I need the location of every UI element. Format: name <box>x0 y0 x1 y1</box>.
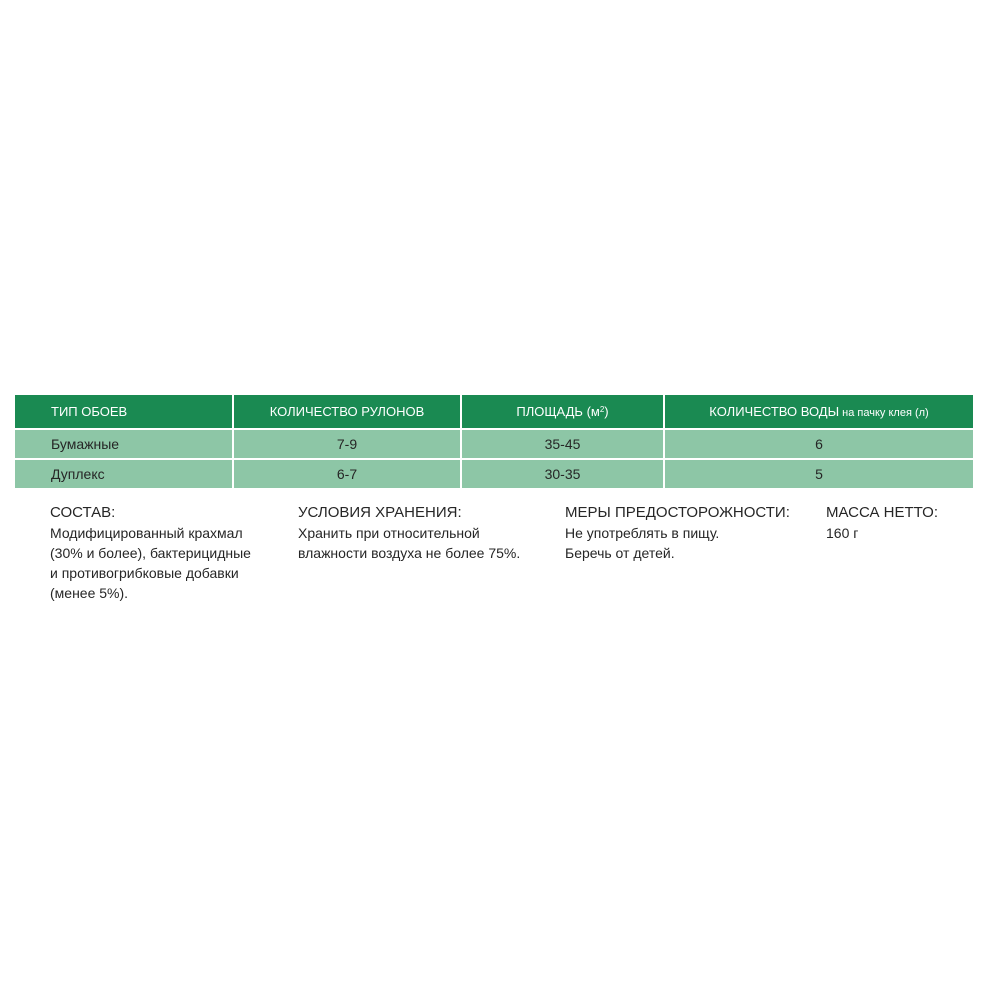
storage-conditions-line: Хранить при относительной <box>298 525 480 541</box>
header-wallpaper-type: ТИП ОБОЕВ <box>15 395 233 429</box>
wallpaper-consumption-table <box>15 395 973 488</box>
precautions-line: Не употреблять в пищу. <box>565 525 720 541</box>
header-area <box>461 395 664 429</box>
composition-block <box>50 503 251 603</box>
header-water-amount <box>664 395 973 429</box>
header-water-label: КОЛИЧЕСТВО ВОДЫ <box>709 404 840 419</box>
precautions-title: МЕРЫ ПРЕДОСТОРОЖНОСТИ: <box>565 504 790 521</box>
cell-rolls-count: 7-9 <box>233 429 461 459</box>
composition-line: (30% и более), бактерицидные <box>50 545 251 561</box>
header-rolls-count: КОЛИЧЕСТВО РУЛОНОВ <box>233 395 461 429</box>
cell-wallpaper-type: Бумажные <box>15 429 233 459</box>
composition-line: Модифицированный крахмал <box>50 525 243 541</box>
precautions-line: Беречь от детей. <box>565 545 675 561</box>
precautions-block <box>565 503 790 563</box>
net-mass-block <box>826 503 938 543</box>
header-area-superscript: 2 <box>599 405 605 414</box>
header-area-close: ) <box>604 404 609 419</box>
cell-area: 30-35 <box>461 459 664 488</box>
cell-water-amount: 5 <box>664 459 973 488</box>
header-area-label: ПЛОЩАДЬ (м <box>516 404 600 419</box>
net-mass-title: МАССА НЕТТО: <box>826 504 939 521</box>
net-mass-value: 160 г <box>826 525 859 541</box>
storage-conditions-line: влажности воздуха не более 75%. <box>298 545 521 561</box>
cell-wallpaper-type: Дуплекс <box>15 459 233 488</box>
composition-line: (менее 5%). <box>50 585 129 601</box>
cell-rolls-count: 6-7 <box>233 459 461 488</box>
composition-title: СОСТАВ: <box>50 504 116 521</box>
storage-conditions-block <box>298 503 520 563</box>
cell-water-amount: 6 <box>664 429 973 459</box>
header-water-unit: на пачку клея (л) <box>839 407 929 419</box>
storage-conditions-title: УСЛОВИЯ ХРАНЕНИЯ: <box>298 504 462 521</box>
table-row <box>15 459 973 488</box>
cell-area: 35-45 <box>461 429 664 459</box>
table-row <box>15 429 973 459</box>
composition-line: и противогрибковые добавки <box>50 565 239 581</box>
table-header-row <box>15 395 973 429</box>
